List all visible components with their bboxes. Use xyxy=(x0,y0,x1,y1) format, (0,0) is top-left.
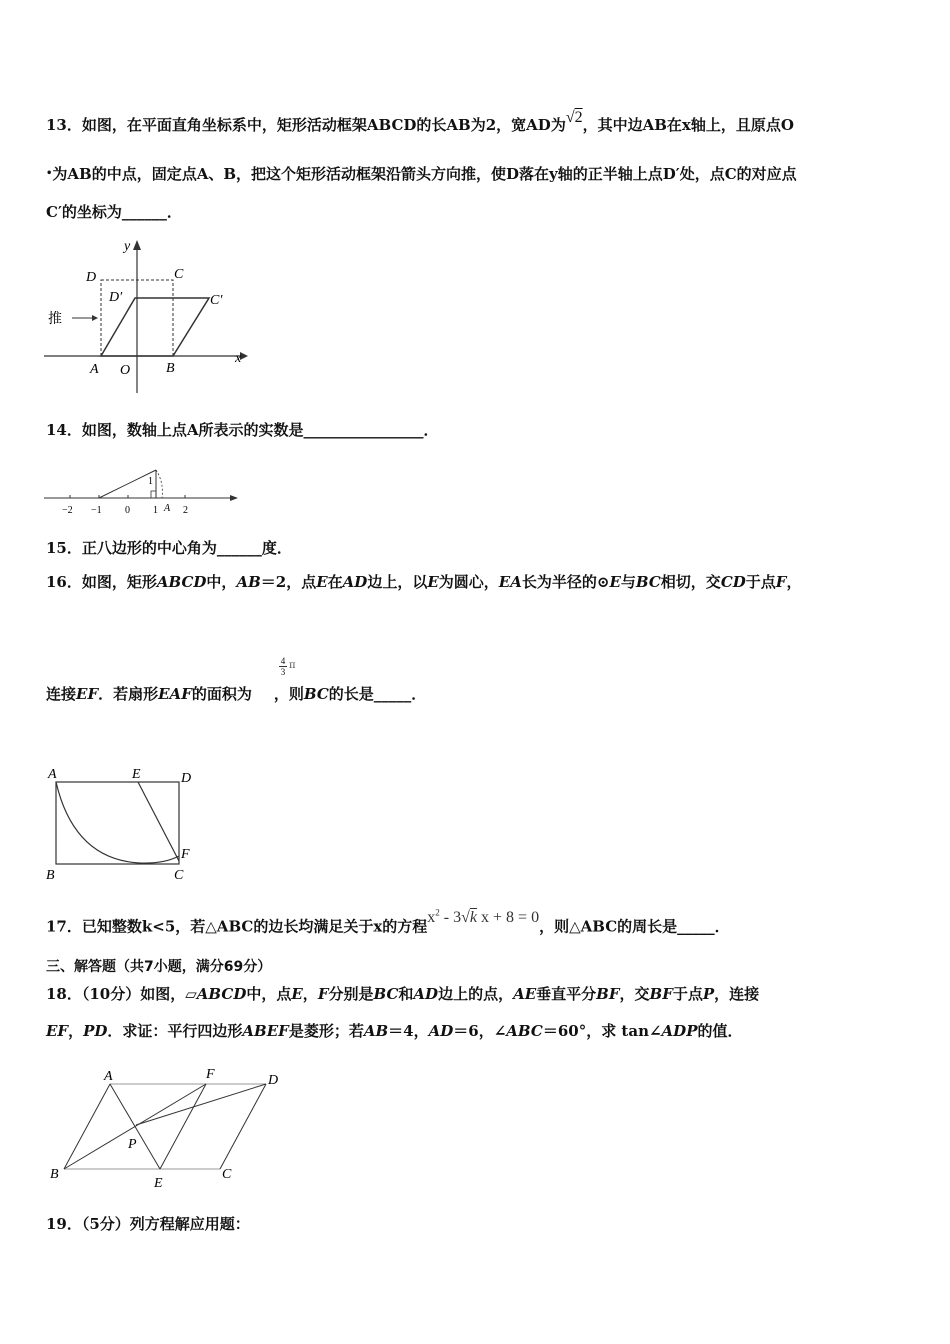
label-D: D xyxy=(268,1073,279,1088)
q18-line-2: EF，PD．求证：平行四边形ABEF是菱形；若AB＝4，AD＝6，∠ABC＝60°，求 tan∠ADP的值． xyxy=(46,1022,743,1040)
tick-A: A xyxy=(164,503,171,514)
label-x: x xyxy=(235,351,242,366)
q18-figure xyxy=(44,1064,294,1194)
q16-frac-tail: π xyxy=(289,660,296,671)
tick-neg2: −2 xyxy=(62,505,73,516)
q13-line-2: •为AB的中点，固定点A、B，把这个矩形活动框架沿箭头方向推，使D落在y轴的正半轴上点D′处，点C的对应点 xyxy=(46,165,797,183)
label-C: C xyxy=(174,267,184,282)
label-E: E xyxy=(132,767,141,782)
label-D: D xyxy=(86,270,97,285)
label-B: B xyxy=(50,1167,59,1182)
label-F: F xyxy=(206,1067,215,1082)
section-3-title: 三、解答题（共7小题，满分69分） xyxy=(46,959,272,975)
q16-figure xyxy=(44,764,204,882)
label-A: A xyxy=(48,767,57,782)
q15-line: 15．正八边形的中心角为______度． xyxy=(46,539,292,557)
q13-figure xyxy=(44,238,249,398)
label-B: B xyxy=(166,361,175,376)
label-A: A xyxy=(104,1069,113,1084)
label-y: y xyxy=(124,239,131,254)
tick-0: 0 xyxy=(125,505,130,516)
label-D: D xyxy=(181,771,192,786)
q17-line: 17．已知整数k<5，若△ABC的边长均满足关于x的方程$x^2 - 3√k$ x + 8 = 0，则△ABC的周长是_____． xyxy=(46,908,730,936)
q14-line: 14．如图，数轴上点A所表示的实数是________________． xyxy=(46,421,439,439)
label-A: A xyxy=(90,362,99,377)
q13-line-1: 13．如图，在平面直角坐标系中，矩形活动框架ABCD的长AB为2，宽AD为√2，其中边AB在x轴上，且原点O xyxy=(46,109,794,134)
q17-equation: $x^2 - 3√k$ x + 8 = 0 xyxy=(427,908,540,927)
sqrt-2: √2 xyxy=(565,109,583,126)
label-B: B xyxy=(46,868,55,883)
q14-figure xyxy=(44,460,244,520)
q19-line: 19．（5分）列方程解应用题： xyxy=(46,1215,250,1233)
tick-neg1: −1 xyxy=(91,505,102,516)
label-F: F xyxy=(181,847,190,862)
label-C-prime: C′ xyxy=(210,293,223,308)
label-P: P xyxy=(128,1137,137,1152)
q18-line-1: 18．（10分）如图，▱ABCD中，点E，F分别是BC和AD边上的点，AE垂直平分BF，交BF于点P，连接 xyxy=(46,985,760,1003)
label-D-prime: D′ xyxy=(109,290,123,305)
label-push: 推 xyxy=(48,311,62,327)
label-E: E xyxy=(154,1176,163,1191)
label-O: O xyxy=(120,363,131,378)
tick-1: 1 xyxy=(153,505,158,516)
q16-fraction: 4 3 xyxy=(280,656,286,677)
q16-line-2: 连接EF．若扇形EAF的面积为 ，则BC的长是_____． xyxy=(46,685,427,703)
label-one: 1 xyxy=(148,476,153,487)
q16-line-1: 16．如图，矩形ABCD中，AB＝2，点E在AD边上，以E为圆心，EA长为半径的⊙E与BC相切，交CD于点F， xyxy=(46,573,802,591)
label-C: C xyxy=(222,1167,232,1182)
q13-line-3: C′的坐标为______． xyxy=(46,203,182,221)
label-C: C xyxy=(174,868,184,883)
tick-2: 2 xyxy=(183,505,188,516)
